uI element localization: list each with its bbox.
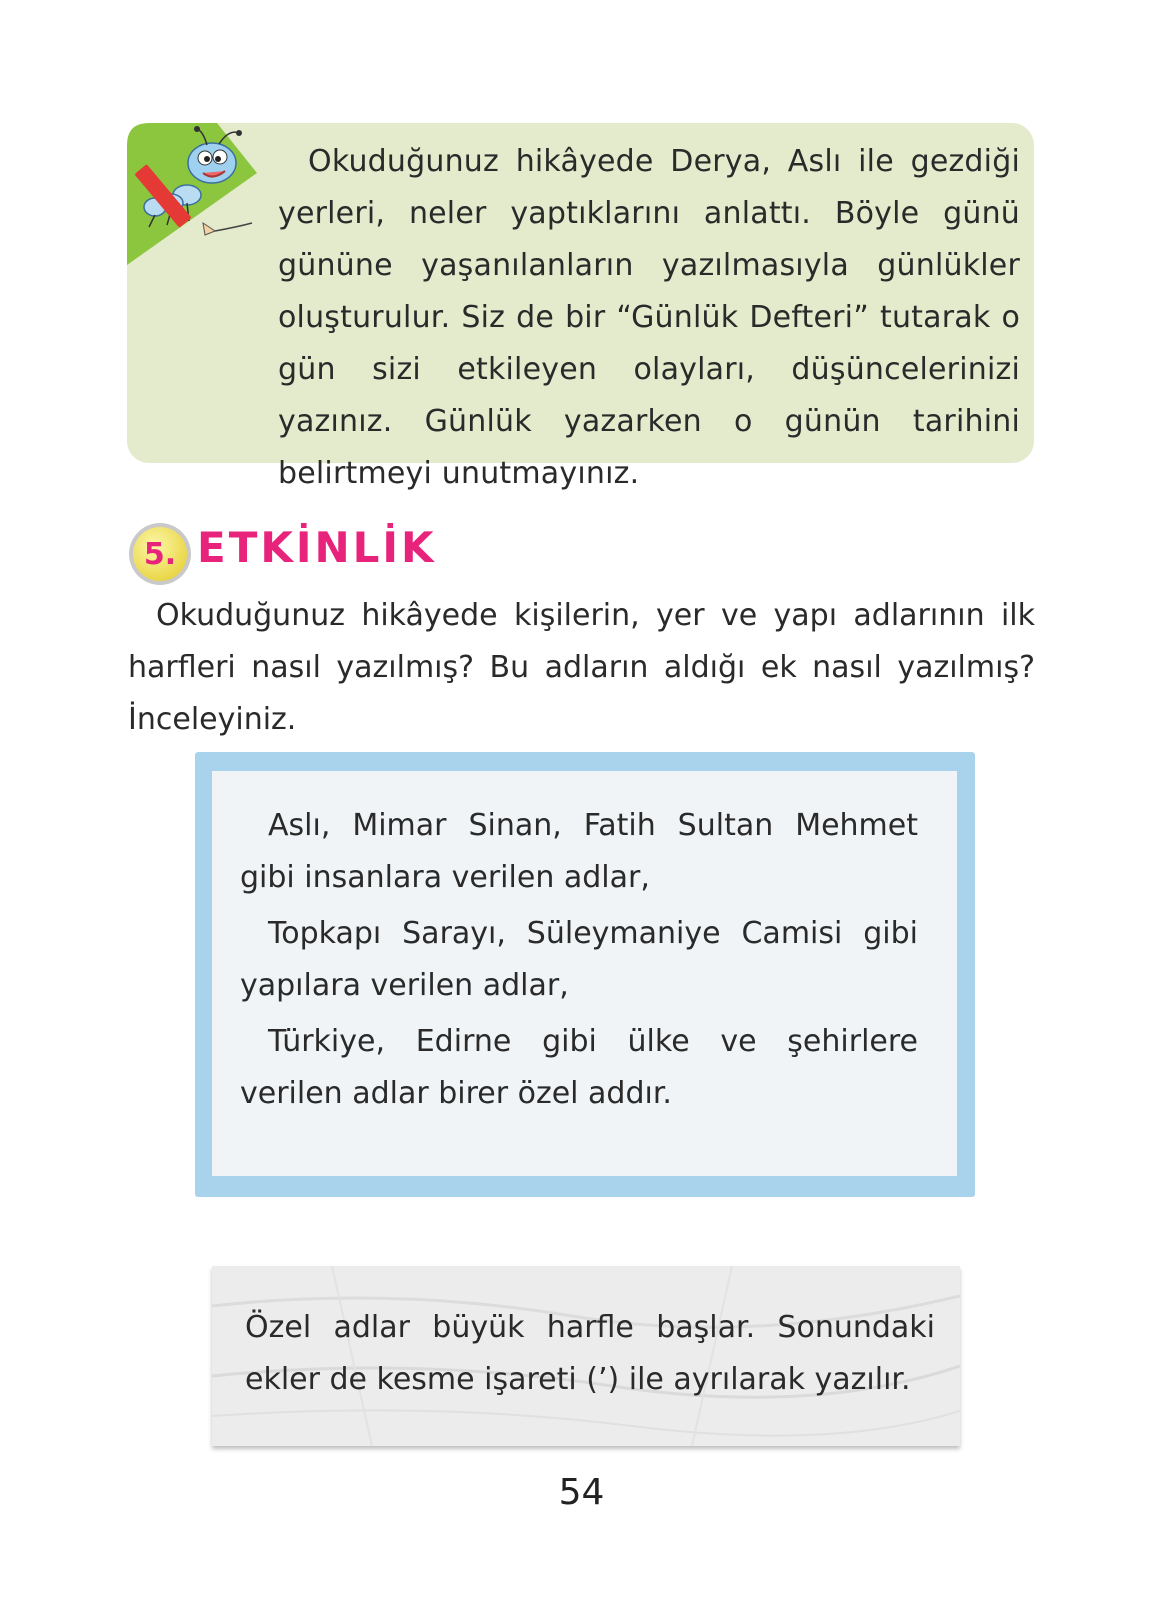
activity-number: 5. (143, 536, 177, 572)
info-paragraph: Topkapı Sarayı, Süleymaniye Camisi gibi yapılara verilen adlar, (240, 916, 918, 1003)
activity-question: Okuduğunuz hikâyede kişilerin, yer ve yapı adlarının ilk harfleri nasıl yazılmış? Bu adların aldığı ek nasıl yazılmış? İnceleyiniz. (128, 598, 1035, 737)
info-paragraph: Aslı, Mimar Sinan, Fatih Sultan Mehmet gibi insanlara verilen adlar, (240, 808, 918, 895)
ant-with-pencil-icon (127, 123, 277, 265)
info-box-text (240, 800, 918, 1124)
activity-title: ETKİNLİK (197, 523, 437, 572)
intro-paragraph: Okuduğunuz hikâyede Derya, Aslı ile gezdiği yerleri, neler yaptıklarını anlattı. Böyle günü gününe yaşanılanların yazılmasıyla günlükler oluşturulur. Siz de bir “Günlük Defteri” tutarak o gün sizi etkileyen olayları, düşüncelerinizi yazınız. Günlük yazarken o günün tarihini belirtmeyi unutmayınız. (278, 144, 1020, 491)
page-number: 54 (558, 1472, 605, 1513)
activity-number-badge (126, 520, 194, 588)
info-paragraph: Türkiye, Edirne gibi ülke ve şehirlere verilen adlar birer özel addır. (240, 1024, 918, 1111)
rule-note-text: Özel adlar büyük harfle başlar. Sonundaki ekler de kesme işareti (’) ile ayrılarak yazılır. (245, 1310, 935, 1397)
